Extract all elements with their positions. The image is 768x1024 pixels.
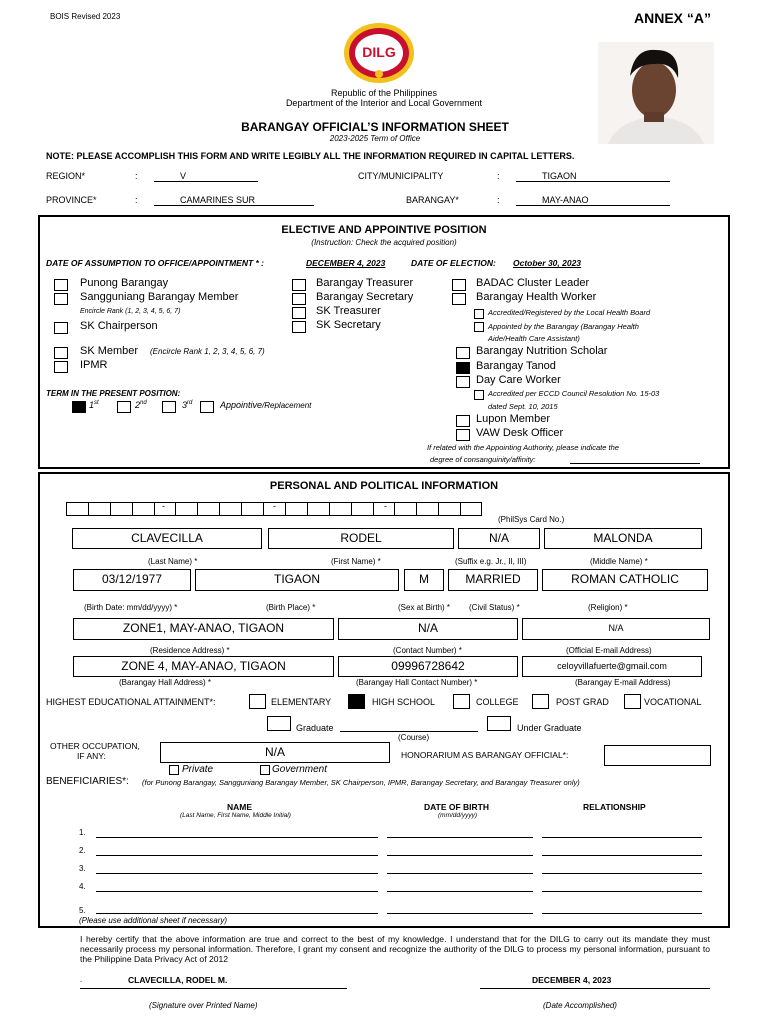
hall-email-field[interactable]: celoyvillafuerte@gmail.com — [522, 656, 702, 677]
signature-field[interactable] — [80, 988, 347, 989]
sk-treasurer-label: SK Treasurer — [316, 305, 381, 317]
hall-contact-caption: (Barangay Hall Contact Number) * — [356, 678, 478, 687]
city-label: CITY/MUNICIPALITY — [358, 171, 444, 181]
position-instruction: (Instruction: Check the acquired position) — [311, 238, 457, 247]
row-number: 3. — [79, 864, 86, 873]
beneficiary-dob-field[interactable] — [387, 855, 533, 856]
sex-field[interactable]: M — [404, 569, 444, 591]
city-colon: : — [497, 171, 500, 181]
sk-chairperson-checkbox[interactable] — [54, 322, 68, 334]
row-number: 5. — [79, 906, 86, 915]
assumption-label: DATE OF ASSUMPTION TO OFFICE/APPOINTMENT * : — [46, 258, 265, 268]
term-2nd-checkbox[interactable] — [117, 401, 131, 413]
bns-label: Barangay Nutrition Scholar — [476, 345, 608, 357]
beneficiary-name-field[interactable] — [96, 855, 378, 856]
other-occupation-label-1: OTHER OCCUPATION, — [50, 741, 140, 751]
additional-sheet-note: (Please use additional sheet if necessary) — [79, 916, 228, 925]
barangay-label: BARANGAY* — [406, 195, 459, 205]
birth-place-field[interactable]: TIGAON — [195, 569, 399, 591]
assumption-date[interactable]: DECEMBER 4, 2023 — [306, 258, 386, 268]
daycare-note-1: Accredited per ECCD Council Resolution No. 15-03 — [488, 389, 660, 398]
post-grad-label: POST GRAD — [556, 697, 609, 707]
high-school-label: HIGH SCHOOL — [372, 697, 436, 707]
secretary-checkbox[interactable] — [292, 293, 306, 305]
contact-caption: (Contact Number) * — [393, 646, 462, 655]
treasurer-label: Barangay Treasurer — [316, 277, 414, 289]
region-colon: : — [135, 171, 138, 181]
hall-email-caption: (Barangay E-mail Address) — [575, 678, 671, 687]
region-label: REGION* — [46, 171, 86, 181]
daycare-label: Day Care Worker — [476, 374, 561, 386]
signature-dot: . — [80, 975, 83, 984]
sk-member-label: SK Member — [80, 345, 139, 357]
contact-field[interactable]: N/A — [338, 618, 518, 640]
civil-status-caption: (Civil Status) * — [469, 603, 520, 612]
honorarium-label: HONORARIUM AS BARANGAY OFFICIAL*: — [401, 750, 569, 760]
term-3rd-checkbox[interactable] — [162, 401, 176, 413]
punong-barangay-label: Punong Barangay — [80, 277, 169, 289]
government-checkbox[interactable] — [260, 765, 270, 775]
form-title: BARANGAY OFFICIAL’S INFORMATION SHEET — [241, 120, 509, 134]
beneficiary-relationship-field[interactable] — [542, 891, 702, 892]
province-field[interactable]: CAMARINES SUR — [154, 195, 314, 206]
badac-label: BADAC Cluster Leader — [476, 277, 590, 289]
appointive-label: Appointive/Replacement — [220, 400, 312, 410]
ipmr-label: IPMR — [80, 359, 108, 371]
civil-status-field[interactable]: MARRIED — [448, 569, 538, 591]
term-1st-checkbox[interactable] — [72, 401, 86, 413]
sk-member-note: (Encircle Rank 1, 2, 3, 4, 5, 6, 7) — [150, 347, 265, 356]
annex-label: ANNEX “A” — [634, 10, 712, 26]
college-checkbox[interactable] — [453, 694, 470, 709]
personal-title: PERSONAL AND POLITICAL INFORMATION — [269, 480, 499, 492]
beneficiary-dob-field[interactable] — [387, 913, 533, 914]
middle-name-field[interactable]: MALONDA — [544, 528, 702, 549]
punong-barangay-checkbox[interactable] — [54, 279, 68, 291]
date-field[interactable] — [480, 988, 710, 989]
first-name-field[interactable]: RODEL — [268, 528, 454, 549]
logo-text: DILG — [362, 44, 396, 60]
tanod-label: Barangay Tanod — [476, 360, 556, 372]
relationship-column-header: RELATIONSHIP — [583, 802, 646, 812]
sk-member-checkbox[interactable] — [54, 347, 68, 359]
dob-column-header: DATE OF BIRTH — [424, 802, 490, 812]
philsys-card-field[interactable] — [66, 502, 482, 516]
other-occupation-label-2: IF ANY: — [77, 751, 106, 761]
philsys-dash-3: - — [384, 501, 387, 511]
private-checkbox[interactable] — [169, 765, 179, 775]
residence-caption: (Residence Address) * — [150, 646, 230, 655]
secretary-label: Barangay Secretary — [316, 291, 414, 303]
bhw-appointed-label-2: Aide/Health Care Assistant) — [488, 334, 580, 343]
sk-secretary-checkbox[interactable] — [292, 321, 306, 333]
course-field[interactable] — [340, 731, 478, 732]
beneficiary-relationship-field[interactable] — [542, 913, 702, 914]
election-date[interactable]: October 30, 2023 — [513, 258, 582, 268]
bhw-checkbox[interactable] — [452, 293, 466, 305]
bhw-label: Barangay Health Worker — [476, 291, 597, 303]
private-label: Private — [182, 764, 214, 775]
middle-name-caption: (Middle Name) * — [590, 557, 648, 566]
name-column-header: NAME — [227, 802, 253, 812]
revision-note: BOIS Revised 2023 — [50, 12, 121, 21]
name-column-sub: (Last Name, First Name, Middle Initial) — [180, 812, 291, 819]
date-caption: (Date Accomplished) — [543, 1001, 617, 1010]
sk-treasurer-checkbox[interactable] — [292, 307, 306, 319]
daycare-checkbox[interactable] — [456, 376, 470, 388]
beneficiary-dob-field[interactable] — [387, 873, 533, 874]
education-label: HIGHEST EDUCATIONAL ATTAINMENT*: — [46, 697, 216, 707]
philsys-dash-2: - — [273, 501, 276, 511]
tanod-checkbox[interactable] — [456, 362, 470, 374]
daycare-accredited-checkbox[interactable] — [474, 390, 484, 400]
printed-name: CLAVECILLA, RODEL M. — [128, 975, 228, 985]
bhw-accredited-checkbox[interactable] — [474, 309, 484, 319]
related-note-2: degree of consanguinity/affinity: — [430, 455, 536, 464]
sangguniang-label: Sangguniang Barangay Member — [80, 291, 239, 303]
beneficiary-name-field[interactable] — [96, 913, 378, 914]
date-accomplished: DECEMBER 4, 2023 — [532, 975, 612, 985]
sangguniang-checkbox[interactable] — [54, 293, 68, 305]
position-title: ELECTIVE AND APPOINTIVE POSITION — [281, 224, 487, 236]
beneficiary-dob-field[interactable] — [387, 837, 533, 838]
appointive-checkbox[interactable] — [200, 401, 214, 413]
beneficiary-relationship-field[interactable] — [542, 837, 702, 838]
republic-text: Republic of the Philippines — [330, 88, 438, 98]
beneficiary-name-field[interactable] — [96, 873, 378, 874]
vocational-label: VOCATIONAL — [644, 697, 702, 707]
government-label: Government — [272, 764, 328, 775]
suffix-field[interactable]: N/A — [458, 528, 540, 549]
province-colon: : — [135, 195, 138, 205]
other-occupation-field[interactable]: N/A — [160, 742, 390, 763]
term-1st-label: 1st — [89, 400, 99, 410]
birth-place-caption: (Birth Place) * — [266, 603, 316, 612]
dilg-logo — [343, 22, 415, 84]
barangay-colon: : — [497, 195, 500, 205]
vocational-checkbox[interactable] — [624, 694, 641, 709]
row-number: 2. — [79, 846, 86, 855]
college-label: COLLEGE — [476, 697, 519, 707]
city-field[interactable]: TIGAON — [516, 171, 670, 182]
bhw-appointed-label-1: Appointed by the Barangay (Barangay Health — [488, 322, 639, 331]
region-field[interactable]: V — [154, 171, 258, 182]
position-section — [38, 215, 730, 469]
vaw-checkbox[interactable] — [456, 429, 470, 441]
vaw-label: VAW Desk Officer — [476, 427, 564, 439]
beneficiary-dob-field[interactable] — [387, 891, 533, 892]
dob-column-sub: (mm/dd/yyyy) — [438, 812, 477, 819]
first-name-caption: (First Name) * — [331, 557, 381, 566]
department-text: Department of the Interior and Local Government — [285, 98, 483, 108]
ipmr-checkbox[interactable] — [54, 361, 68, 373]
beneficiary-relationship-field[interactable] — [542, 855, 702, 856]
birth-date-field[interactable]: 03/12/1977 — [73, 569, 191, 591]
philsys-caption: (PhilSys Card No.) — [498, 515, 565, 524]
sk-secretary-label: SK Secretary — [316, 319, 381, 331]
elementary-label: ELEMENTARY — [271, 697, 332, 707]
graduate-label: Graduate — [296, 723, 334, 733]
beneficiary-name-field[interactable] — [96, 891, 378, 892]
religion-caption: (Religion) * — [588, 603, 628, 612]
bhw-accredited-label: Accredited/Registered by the Local Health Board — [488, 308, 651, 317]
residence-field[interactable]: ZONE1, MAY-ANAO, TIGAON — [73, 618, 334, 640]
high-school-checkbox[interactable] — [348, 694, 365, 709]
last-name-caption: (Last Name) * — [148, 557, 198, 566]
suffix-caption: (Suffix e.g. Jr., II, III) — [455, 557, 527, 566]
email-caption: (Official E-mail Address) — [566, 646, 652, 655]
honorarium-field[interactable] — [604, 745, 711, 766]
bhw-appointed-checkbox[interactable] — [474, 322, 484, 332]
last-name-field[interactable]: CLAVECILLA — [72, 528, 262, 549]
treasurer-checkbox[interactable] — [292, 279, 306, 291]
lupon-checkbox[interactable] — [456, 415, 470, 427]
under-graduate-label: Under Graduate — [517, 723, 582, 733]
consanguinity-field[interactable] — [570, 463, 700, 464]
province-label: PROVINCE* — [46, 195, 97, 205]
beneficiary-name-field[interactable] — [96, 837, 378, 838]
graduate-checkbox[interactable] — [267, 716, 291, 731]
hall-address-caption: (Barangay Hall Address) * — [119, 678, 212, 687]
barangay-field[interactable]: MAY-ANAO — [516, 195, 670, 206]
lupon-label: Lupon Member — [476, 413, 550, 425]
row-number: 1. — [79, 828, 86, 837]
term-2nd-label: 2nd — [135, 400, 147, 410]
course-caption: (Course) — [398, 733, 430, 742]
beneficiaries-label: BENEFICIARIES*: — [46, 776, 129, 787]
elementary-checkbox[interactable] — [249, 694, 266, 709]
hall-contact-field[interactable]: 09996728642 — [338, 656, 518, 677]
term-of-office: 2023-2025 Term of Office — [329, 134, 421, 143]
term-label: TERM IN THE PRESENT POSITION: — [46, 389, 181, 398]
certification-text: I hereby certify that the above information are true and correct to the best of my knowledge. I understand that for the DILG to carry out its mandate they must necessarily process my personal information. Therefore, I grant my consent and recognize the authority of the DILG to process my personal information, pursuant to the Philippine Data Privacy Act of 2012 — [80, 934, 710, 964]
beneficiary-relationship-field[interactable] — [542, 873, 702, 874]
under-graduate-checkbox[interactable] — [487, 716, 511, 731]
badac-checkbox[interactable] — [452, 279, 466, 291]
encircle-rank-note: Encircle Rank (1, 2, 3, 4, 5, 6, 7) — [80, 308, 181, 315]
hall-address-field[interactable]: ZONE 4, MAY-ANAO, TIGAON — [73, 656, 334, 677]
religion-field[interactable]: ROMAN CATHOLIC — [542, 569, 708, 591]
term-3rd-label: 3rd — [182, 400, 193, 410]
birth-date-caption: (Birth Date: mm/dd/yyyy) * — [84, 603, 178, 612]
sex-caption: (Sex at Birth) * — [398, 603, 451, 612]
related-note-1: If related with the Appointing Authority, please indicate the — [427, 443, 619, 452]
beneficiaries-note: (for Punong Barangay, Sangguniang Barangay Member, SK Chairperson, IPMR, Barangay Secretary, and Barangay Treasurer only) — [142, 778, 580, 787]
daycare-note-2: dated Sept. 10, 2015 — [488, 402, 558, 411]
election-label: DATE OF ELECTION: — [411, 258, 496, 268]
sk-chairperson-label: SK Chairperson — [80, 320, 158, 332]
email-field[interactable]: N/A — [522, 618, 710, 640]
post-grad-checkbox[interactable] — [532, 694, 549, 709]
form-note: NOTE: PLEASE ACCOMPLISH THIS FORM AND WRITE LEGIBLY ALL THE INFORMATION REQUIRED IN CAPITAL LETTERS. — [46, 151, 575, 161]
bns-checkbox[interactable] — [456, 347, 470, 359]
signature-caption: (Signature over Printed Name) — [149, 1001, 258, 1010]
row-number: 4. — [79, 882, 86, 891]
philsys-dash-1: - — [162, 501, 165, 511]
